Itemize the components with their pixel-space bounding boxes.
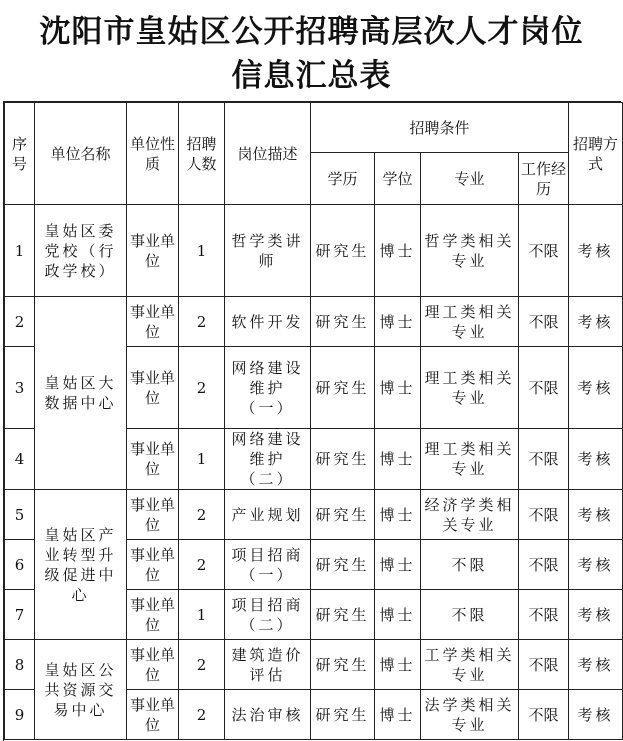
- cell-major: 理工类相关专业: [421, 297, 519, 347]
- cell-degree: 博士: [375, 297, 421, 347]
- cell-unit-type: 事业单位: [127, 205, 179, 297]
- cell-unit-type: 事业单位: [127, 590, 179, 640]
- cell-seq: 1: [5, 205, 35, 297]
- cell-method: 考核: [569, 590, 623, 640]
- cell-unit-name: 皇姑区大数据中心: [35, 297, 127, 490]
- cell-major: 工学类相关专业: [421, 640, 519, 690]
- cell-unit-type: 事业单位: [127, 347, 179, 429]
- cell-seq: 6: [5, 540, 35, 590]
- cell-desc: 哲学类讲师: [225, 205, 311, 297]
- cell-count: 2: [179, 640, 225, 690]
- cell-major: 哲学类相关专业: [421, 205, 519, 297]
- cell-education: 研究生: [311, 205, 375, 297]
- cell-education: 研究生: [311, 590, 375, 640]
- cell-unit-type: 事业单位: [127, 690, 179, 740]
- header-method: 招聘方式: [569, 103, 623, 205]
- table-row: [5, 490, 623, 540]
- cell-degree: 博士: [375, 690, 421, 740]
- cell-seq: 7: [5, 590, 35, 640]
- cell-count: 2: [179, 347, 225, 429]
- header-row-1: [5, 103, 623, 153]
- cell-count: 1: [179, 590, 225, 640]
- page-title: [0, 10, 623, 98]
- header-education: 学历: [311, 153, 375, 205]
- table-row: [5, 205, 623, 297]
- cell-degree: 博士: [375, 590, 421, 640]
- cell-unit-name: 皇姑区公共资源交易中心: [35, 640, 127, 740]
- cell-seq: 4: [5, 429, 35, 490]
- cell-education: 研究生: [311, 297, 375, 347]
- header-conditions: 招聘条件: [311, 103, 569, 153]
- recruitment-table: [4, 102, 623, 740]
- cell-major: 理工类相关专业: [421, 347, 519, 429]
- cell-method: 考核: [569, 429, 623, 490]
- cell-education: 研究生: [311, 690, 375, 740]
- cell-desc: 建筑造价评估: [225, 640, 311, 690]
- table-row: [5, 297, 623, 347]
- cell-unit-name: 皇姑区产业转型升级促进中心: [35, 490, 127, 640]
- cell-count: 2: [179, 490, 225, 540]
- cell-method: 考核: [569, 297, 623, 347]
- table-row: [5, 640, 623, 690]
- cell-desc: 项目招商（一）: [225, 540, 311, 590]
- cell-education: 研究生: [311, 347, 375, 429]
- cell-education: 研究生: [311, 490, 375, 540]
- cell-desc: 项目招商（二）: [225, 590, 311, 640]
- cell-count: 1: [179, 205, 225, 297]
- header-degree: 学位: [375, 153, 421, 205]
- cell-major: 不限: [421, 590, 519, 640]
- cell-major: 法学类相关专业: [421, 690, 519, 740]
- cell-experience: 不限: [519, 429, 569, 490]
- cell-desc: 软件开发: [225, 297, 311, 347]
- title-line-1: 沈阳市皇姑区公开招聘高层次人才岗位: [39, 14, 584, 50]
- cell-education: 研究生: [311, 640, 375, 690]
- cell-degree: 博士: [375, 347, 421, 429]
- cell-seq: 2: [5, 297, 35, 347]
- title-line-2: 信息汇总表: [231, 58, 392, 94]
- cell-desc: 网络建设维护（一）: [225, 347, 311, 429]
- cell-unit-type: 事业单位: [127, 490, 179, 540]
- header-seq: 序号: [5, 103, 35, 205]
- header-major: 专业: [421, 153, 519, 205]
- cell-experience: 不限: [519, 590, 569, 640]
- cell-degree: 博士: [375, 640, 421, 690]
- header-experience: 工作经历: [519, 153, 569, 205]
- cell-desc: 产业规划: [225, 490, 311, 540]
- cell-unit-type: 事业单位: [127, 540, 179, 590]
- cell-desc: 法治审核: [225, 690, 311, 740]
- header-count: 招聘人数: [179, 103, 225, 205]
- cell-unit-name: 皇姑区委党校（行政学校）: [35, 205, 127, 297]
- cell-seq: 8: [5, 640, 35, 690]
- cell-major: 经济学类相关专业: [421, 490, 519, 540]
- cell-education: 研究生: [311, 540, 375, 590]
- cell-unit-type: 事业单位: [127, 297, 179, 347]
- cell-degree: 博士: [375, 205, 421, 297]
- cell-degree: 博士: [375, 429, 421, 490]
- cell-seq: 5: [5, 490, 35, 540]
- cell-education: 研究生: [311, 429, 375, 490]
- cell-experience: 不限: [519, 490, 569, 540]
- cell-degree: 博士: [375, 490, 421, 540]
- cell-major: 不限: [421, 540, 519, 590]
- cell-method: 考核: [569, 490, 623, 540]
- cell-experience: 不限: [519, 540, 569, 590]
- cell-major: 理工类相关专业: [421, 429, 519, 490]
- recruitment-table-wrapper: [3, 101, 621, 741]
- cell-seq: 3: [5, 347, 35, 429]
- cell-count: 2: [179, 690, 225, 740]
- cell-experience: 不限: [519, 347, 569, 429]
- cell-experience: 不限: [519, 205, 569, 297]
- cell-experience: 不限: [519, 297, 569, 347]
- cell-unit-type: 事业单位: [127, 429, 179, 490]
- header-unit-name: 单位名称: [35, 103, 127, 205]
- cell-count: 2: [179, 540, 225, 590]
- header-unit-type: 单位性质: [127, 103, 179, 205]
- cell-count: 2: [179, 297, 225, 347]
- header-desc: 岗位描述: [225, 103, 311, 205]
- cell-method: 考核: [569, 347, 623, 429]
- cell-method: 考核: [569, 690, 623, 740]
- cell-degree: 博士: [375, 540, 421, 590]
- cell-method: 考核: [569, 540, 623, 590]
- cell-experience: 不限: [519, 640, 569, 690]
- cell-seq: 9: [5, 690, 35, 740]
- cell-desc: 网络建设维护（二）: [225, 429, 311, 490]
- cell-experience: 不限: [519, 690, 569, 740]
- cell-count: 1: [179, 429, 225, 490]
- cell-method: 考核: [569, 205, 623, 297]
- cell-unit-type: 事业单位: [127, 640, 179, 690]
- cell-method: 考核: [569, 640, 623, 690]
